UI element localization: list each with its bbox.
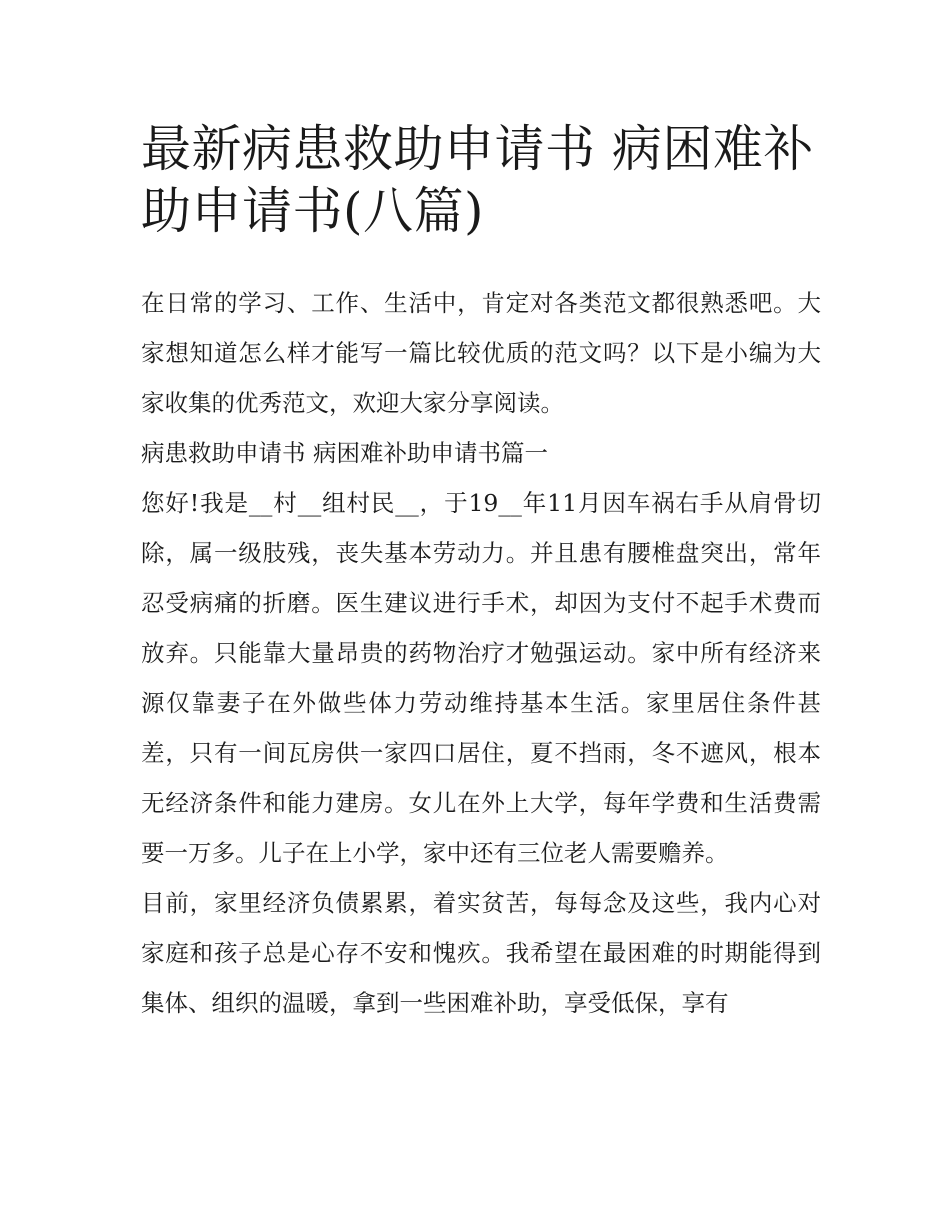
body-paragraph: 您好!我是__村__组村民__，于19__年11月因车祸右手从肩骨切除，属一级肢残，丧失基本劳动力。并且患有腰椎盘突出，常年忍受病痛的折磨。医生建议进行手术，却因为支付不起手术费而放弃。只能靠大量昂贵的药物治疗才勉强运动。家中所有经济来源仅靠妻子在外做些体力劳动维持基本生活。家里居住条件甚差，只有一间瓦房供一家四口居住，夏不挡雨，冬不遮风，根本无经济条件和能力建房。女儿在外上大学，每年学费和生活费需要一万多。儿子在上小学，家中还有三位老人需要赡养。: [141, 489, 821, 867]
document-title: 最新病患救助申请书 病困难补助申请书(八篇): [141, 120, 814, 240]
document-body: [141, 278, 821, 1028]
body-paragraph: 目前，家里经济负债累累，着实贫苦，每每念及这些，我内心对家庭和孩子总是心存不安和愧疚。我希望在最困难的时期能得到集体、组织的温暖，拿到一些困难补助，享受低保，享有: [141, 889, 821, 1017]
intro-paragraph: 在日常的学习、工作、生活中，肯定对各类范文都很熟悉吧。大家想知道怎么样才能写一篇比较优质的范文吗？以下是小编为大家收集的优秀范文，欢迎大家分享阅读。: [141, 289, 821, 417]
section-heading: 病患救助申请书 病困难补助申请书篇一: [141, 439, 548, 467]
